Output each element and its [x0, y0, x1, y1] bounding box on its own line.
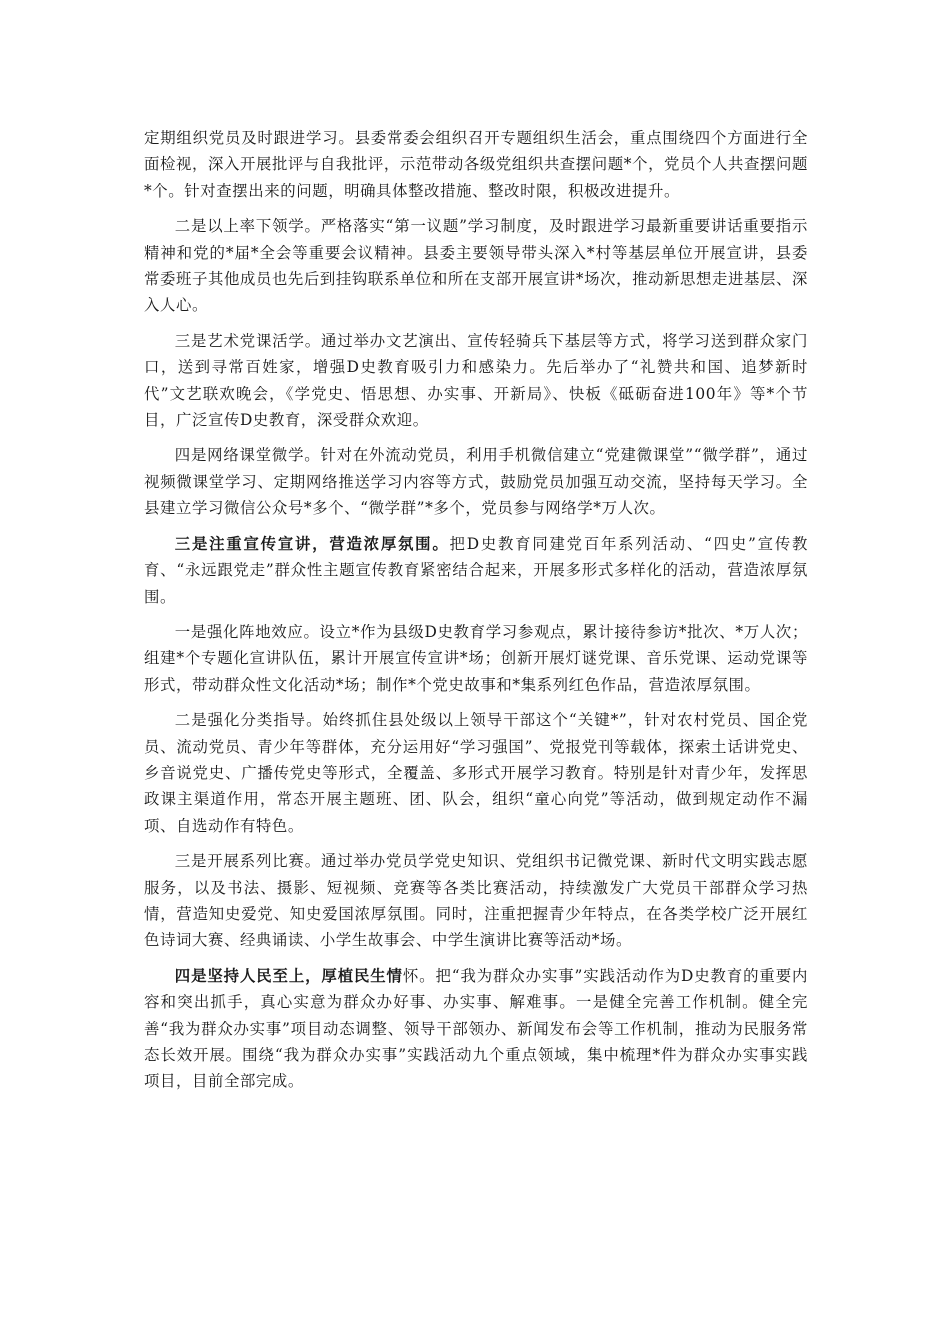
paragraph-text: 三是开展系列比赛。通过举办党员学党史知识、党组织书记微党课、新时代文明实践志愿服务，以及书法、摄影、短视频、竞赛等各类比赛活动，持续激发广大党员干部群众学习热情，营造知史爱党、知史爱国浓厚氛围。同时，注重把握青少年特点，在各类学校广泛开展红色诗词大赛、经典诵读、小学生故事会、中学生演讲比赛等活动*场。: [144, 852, 808, 950]
paragraph-text: 把D史教育同建党百年系列活动、“四史”宣传教育、“永远跟党走”群众性主题宣传教育紧密结合起来，开展多形式多样化的活动，营造浓厚氛围。: [144, 534, 808, 606]
paragraph-4: [144, 442, 808, 521]
section-heading: 三是注重宣传宣讲，营造浓厚氛围。: [174, 534, 450, 553]
section-heading: 四是坚持人民至上，厚植民生情: [174, 966, 403, 985]
paragraph-1: [144, 125, 808, 204]
paragraph-text: 怀。把“我为群众办实事”实践活动作为D史教育的重要内容和突出抓手，真心实意为群众办好事、办实事、解难事。: [144, 966, 808, 1012]
paragraph-text: 一是强化阵地效应。设立*作为县级D史教育学习参观点，累计接待参访*批次、*万人次；组建*个专题化宣讲队伍，累计开展宣传宣讲*场；创新开展灯谜党课、音乐党课、运动党课等形式，带动群众性文化活动*场；制作*个党史故事和*集系列红色作品，营造浓厚氛围。: [144, 622, 808, 694]
paragraph-text: 二是强化分类指导。始终抓住县处级以上领导干部这个“关键*”，针对农村党员、国企党员、流动党员、青少年等群体，充分运用好“学习强国”、党报党刊等载体，探索土话讲党史、乡音说党史、广播传党史等形式，全覆盖、多形式开展学习教育。特别是针对青少年，发挥思政课主渠道作用，常态开展主题班、团、队会，组织“童心向党”等活动，做到规定动作不漏项、自选动作有特色。: [144, 711, 808, 835]
paragraph-text: 一是健全完善工作机制。健全完善“我为群众办实事”项目动态调整、领导干部领办、新闻发布会等工作机制，推动为民服务常态长效开展。围绕“我为群众办实事”实践活动九个重点领域，集中梳理*件为群众办实事实践项目，目前全部完成。: [144, 993, 808, 1091]
paragraph-text: 三是艺术党课活学。通过举办文艺演出、宣传轻骑兵下基层等方式，将学习送到群众家门口，送到寻常百姓家，增强D史教育吸引力和感染力。先后举办了“礼赞共和国、追梦新时代”文艺联欢晚会，《学党史、悟思想、办实事、开新局》、快板《砥砺奋进100年》等*个节目，广泛宣传D史教育，深受群众欢迎。: [144, 331, 808, 430]
paragraph-text: 二是以上率下领学。严格落实“第一议题”学习制度，及时跟进学习最新重要讲话重要指示精神和党的*届*全会等重要会议精神。县委主要领导带头深入*村等基层单位开展宣讲，县委常委班子其他成员也先后到挂钩联系单位和所在支部开展宣讲*场次，推动新思想走进基层、深入人心。: [144, 217, 808, 315]
paragraph-text: 四是网络课堂微学。针对在外流动党员，利用手机微信建立“党建微课堂”“微学群”，通过视频微课堂学习、定期网络推送学习内容等方式，鼓励党员加强互动交流，坚持每天学习。全县建立学习微信公众号*多个、“微学群”*多个，党员参与网络学*万人次。: [144, 446, 808, 518]
document-page: [144, 125, 808, 1095]
paragraph-8: [144, 848, 808, 954]
paragraph-6: [144, 619, 808, 698]
paragraph-3: [144, 328, 808, 434]
paragraph-5: [144, 531, 808, 610]
paragraph-text: 定期组织党员及时跟进学习。县委常委会组织召开专题组织生活会，重点围绕四个方面进行全面检视，深入开展批评与自我批评，示范带动各级党组织共查摆问题*个，党员个人共查摆问题*个。针对查摆出来的问题，明确具体整改措施、整改时限，积极改进提升。: [144, 129, 808, 200]
paragraph-2: [144, 213, 808, 319]
paragraph-7: [144, 707, 808, 839]
paragraph-9: [144, 963, 808, 1095]
